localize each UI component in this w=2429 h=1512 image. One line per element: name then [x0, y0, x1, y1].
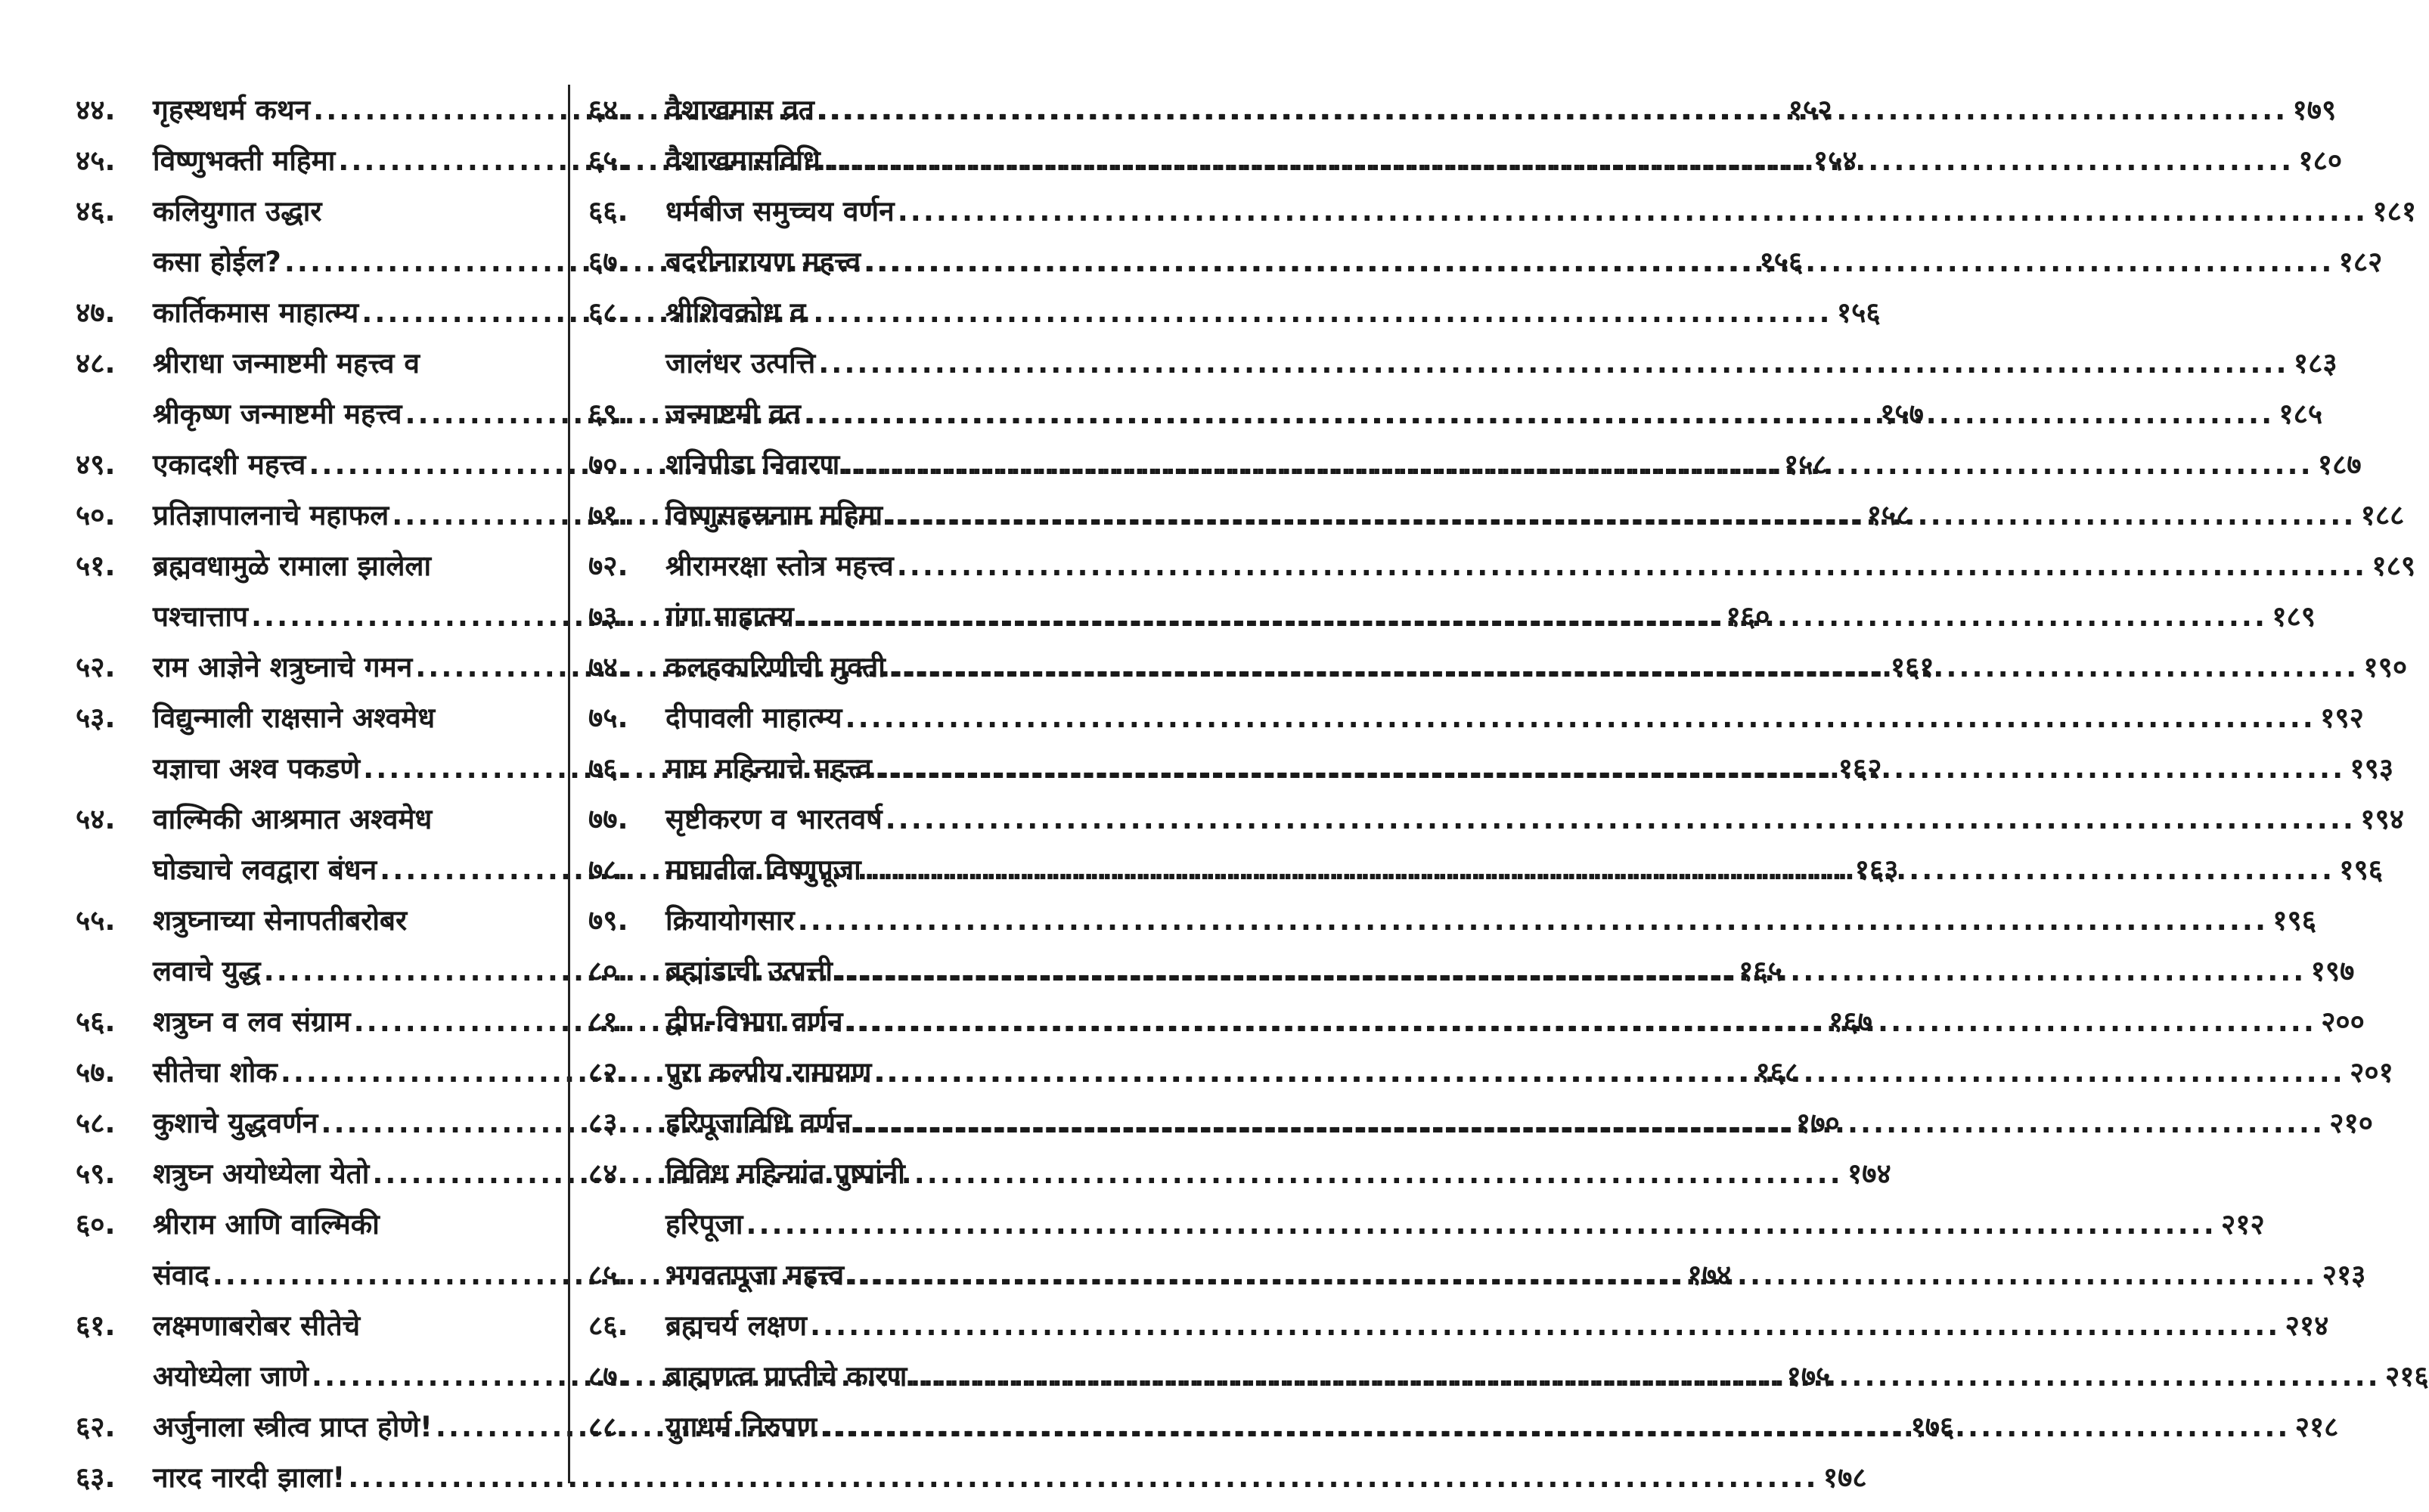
chapter-number: ५५. — [76, 904, 116, 937]
chapter-number: ५०. — [76, 499, 116, 531]
page-number: १७५ — [1786, 1360, 1831, 1393]
column-divider — [568, 85, 570, 1483]
page-number: २१८ — [2294, 1411, 2339, 1443]
page-number: १६१ — [1890, 651, 1934, 683]
chapter-number: ४७. — [76, 296, 116, 329]
chapter-title: माघ महिन्याचे महत्त्व — [665, 752, 872, 785]
chapter-title: वाल्मिकी आश्रमात अश्वमेध — [153, 803, 433, 835]
chapter-number: ६८. — [588, 296, 628, 329]
page-number: १५७ — [1880, 398, 1924, 430]
page-number: २१४ — [2285, 1309, 2329, 1342]
chapter-number: ७२. — [588, 550, 628, 582]
chapter-number: ६२. — [76, 1411, 116, 1443]
chapter-number: ५१. — [76, 550, 116, 582]
chapter-number: ६३. — [76, 1461, 116, 1494]
chapter-title: दीपावली माहात्म्य — [665, 702, 842, 734]
chapter-title: अयोध्येला जाणे — [153, 1360, 309, 1393]
page-number: १७० — [1796, 1107, 1840, 1139]
page-number: १८९ — [2372, 550, 2416, 582]
chapter-title: सीतेचा शोक — [153, 1056, 278, 1089]
chapter-number: ४८. — [76, 347, 116, 380]
chapter-number: ६१. — [76, 1309, 116, 1342]
dot-leader — [797, 591, 2267, 642]
chapter-number: ७६. — [588, 752, 628, 785]
toc-entry-line — [588, 895, 2317, 946]
page-number: १७८ — [1823, 1461, 1867, 1494]
toc-entry-line — [76, 338, 552, 389]
toc-entry-line — [588, 338, 2337, 389]
dot-leader — [361, 287, 1832, 338]
chapter-number: ४६. — [76, 195, 116, 228]
dot-leader — [842, 439, 2313, 490]
chapter-title: घोड्याचे लवद्वारा बंधन — [153, 854, 377, 886]
page-number: २१६ — [2384, 1360, 2429, 1393]
page-number: १९७ — [2310, 955, 2355, 987]
dot-leader — [845, 692, 2316, 743]
page-number: १८७ — [2317, 448, 2362, 481]
chapter-title: राम आज्ञेने शत्रुघ्नाचे गमन — [153, 651, 413, 683]
page-number: १९६ — [2339, 854, 2384, 886]
page-number: १८० — [2298, 144, 2343, 177]
chapter-number: ७१. — [588, 499, 628, 531]
page-number: १९२ — [2320, 702, 2364, 734]
chapter-title: संवाद — [153, 1259, 209, 1291]
page-number: १५४ — [1813, 144, 1857, 177]
page-number: १८१ — [2372, 195, 2417, 228]
chapter-title: ब्रह्मवधामुळे रामाला झालेला — [153, 550, 432, 582]
page-number: १६२ — [1838, 752, 1882, 785]
chapter-title: माघातील विष्णुपूजा — [665, 854, 861, 886]
chapter-number: ५२. — [76, 651, 116, 683]
page-number: १६७ — [1829, 1005, 1872, 1038]
chapter-number: ५६. — [76, 1005, 116, 1038]
chapter-number: ७०. — [588, 448, 628, 481]
page-number: १५८ — [1783, 448, 1828, 481]
chapter-title: पश्चात्ताप — [153, 600, 248, 633]
chapter-number: ६७. — [588, 246, 628, 278]
toc-entry-line — [76, 541, 552, 591]
chapter-title: शत्रुघ्नाच्या सेनापतीबरोबर — [153, 904, 408, 937]
chapter-title: विविध महिन्यांत पुष्पांनी — [665, 1157, 905, 1190]
chapter-title: शत्रुघ्न व लव संग्राम — [153, 1005, 351, 1038]
chapter-number: ८६. — [588, 1309, 628, 1342]
chapter-title: सृष्टीकरण व भारतवर्ष — [665, 803, 883, 835]
toc-entry-line — [588, 1148, 1061, 1199]
chapter-title: कलियुगात उद्धार — [153, 195, 322, 228]
chapter-number: ५७. — [76, 1056, 116, 1089]
page-number: १९३ — [2350, 752, 2394, 785]
page-number: १८८ — [2360, 499, 2405, 531]
chapter-title: श्रीशिवक्रोध व — [665, 296, 806, 329]
page-number: १८९ — [2272, 600, 2316, 633]
page-number: १९० — [2363, 651, 2408, 683]
chapter-title: एकादशी महत्त्व — [153, 448, 306, 481]
chapter-title: नारद नारदी झाला! — [153, 1461, 346, 1494]
page-number: १५६ — [1759, 246, 1804, 278]
chapter-title: कसा होईल? — [153, 246, 281, 278]
toc-entry-line — [76, 692, 552, 743]
chapter-title: कार्तिकमास माहात्म्य — [153, 296, 359, 329]
toc-entry-line — [588, 541, 2416, 591]
page-number: २०१ — [2350, 1056, 2393, 1089]
page-number: १६३ — [1854, 854, 1899, 886]
toc-entry-line — [76, 1452, 1867, 1503]
chapter-title: ब्रह्मांडाची उत्पत्ती — [665, 955, 833, 987]
chapter-title: पुरा कल्पीय रामायण — [665, 1056, 872, 1089]
chapter-number: ४४. — [76, 94, 116, 126]
chapter-title: गृहस्थधर्म कथन — [153, 94, 311, 126]
chapter-title: वैशाखमासविधि — [665, 144, 821, 177]
dot-leader — [886, 794, 2356, 844]
chapter-title: लक्ष्मणाबरोबर सीतेचे — [153, 1309, 361, 1342]
chapter-title: विद्युन्माली राक्षसाने अश्वमेध — [153, 702, 436, 734]
page-number: २०० — [2321, 1005, 2365, 1038]
toc-entry-line — [76, 794, 552, 844]
page-number: २१३ — [2322, 1259, 2366, 1291]
dot-leader — [874, 1047, 2344, 1098]
toc-entry-line — [76, 1199, 552, 1250]
chapter-title: ब्रह्मचर्य लक्षण — [665, 1309, 807, 1342]
chapter-title: ब्राह्मणत्व प्राप्तीचे कारण — [665, 1360, 907, 1393]
chapter-number: ५३. — [76, 702, 116, 734]
page-number: १७४ — [1687, 1259, 1732, 1291]
chapter-number: ४५. — [76, 144, 116, 177]
chapter-title: बदरीनारायण महत्त्व — [665, 246, 861, 278]
page-number: १५६ — [1836, 296, 1881, 329]
chapter-number: ५८. — [76, 1107, 116, 1139]
dot-leader — [847, 1250, 2317, 1300]
dot-leader — [897, 541, 2367, 591]
page-number: १६० — [1726, 600, 1770, 633]
dot-leader — [889, 642, 2359, 692]
dot-leader — [817, 85, 2288, 135]
chapter-title: शत्रुघ्न अयोध्येला येतो — [153, 1157, 370, 1190]
chapter-title: द्वीप-विभाग वर्णन — [665, 1005, 843, 1038]
toc-entry-line — [76, 1300, 552, 1351]
toc-entry — [588, 186, 2417, 237]
dot-leader — [746, 1199, 2216, 1250]
dot-leader — [864, 237, 2334, 287]
chapter-number: ७५. — [588, 702, 628, 734]
chapter-title: प्रतिज्ञापालनाचे महाफल — [153, 499, 389, 531]
chapter-number: ६४. — [588, 94, 628, 126]
chapter-title: कलहकारिणीची मुक्ती — [665, 651, 886, 683]
chapter-title: हरिपूजा — [665, 1208, 743, 1241]
chapter-title: लवाचे युद्ध — [153, 955, 261, 987]
chapter-title: जन्माष्टमी व्रत — [665, 398, 801, 430]
chapter-number: ८८. — [588, 1411, 628, 1443]
toc-entry — [588, 895, 2317, 946]
chapter-number: ८१. — [588, 1005, 628, 1038]
chapter-number: ८५. — [588, 1259, 628, 1291]
chapter-title: अर्जुनाला स्त्रीत्व प्राप्त होणे! — [153, 1411, 433, 1443]
chapter-title: गंगा माहात्म्य — [665, 600, 794, 633]
chapter-number: ६९. — [588, 398, 628, 430]
dot-leader — [818, 338, 2288, 389]
page-number: १८२ — [2338, 246, 2383, 278]
toc-entry — [588, 692, 2364, 743]
chapter-title: जालंधर उत्पत्ति — [665, 347, 816, 380]
chapter-title: हरिपूजाविधि वर्णन — [665, 1107, 852, 1139]
dot-leader — [910, 1351, 2380, 1402]
chapter-number: ६०. — [76, 1208, 116, 1241]
chapter-number: ५४. — [76, 803, 116, 835]
toc-entry-line — [76, 186, 552, 237]
chapter-title: श्रीकृष्ण जन्माष्टमी महत्त्व — [153, 398, 402, 430]
page-number: १६८ — [1755, 1056, 1800, 1089]
chapter-title: युगधर्म निरुपण — [665, 1411, 817, 1443]
dot-leader — [846, 996, 2316, 1047]
chapter-number: ८७. — [588, 1360, 628, 1393]
toc-entry — [588, 1300, 2329, 1351]
toc-entry-line — [588, 794, 2404, 844]
dot-leader — [798, 895, 2268, 946]
chapter-title: शनिपीडा निवारण — [665, 448, 840, 481]
chapter-title: श्रीराधा जन्माष्टमी महत्त्व व — [153, 347, 420, 380]
page-number: १७६ — [1910, 1411, 1955, 1443]
chapter-number: ८२. — [588, 1056, 628, 1089]
toc-entry-line — [588, 1199, 2265, 1250]
dot-leader — [804, 389, 2274, 439]
toc-entry-line — [588, 692, 2364, 743]
page-number: १९४ — [2360, 803, 2404, 835]
toc-entry-line — [588, 1300, 2329, 1351]
dot-leader — [898, 186, 2368, 237]
chapter-number: ७८. — [588, 854, 628, 886]
toc-entry-line — [76, 895, 552, 946]
chapter-number: ४९. — [76, 448, 116, 481]
toc-entry-line — [588, 287, 1061, 338]
chapter-number: ६६. — [588, 195, 628, 228]
chapter-number: ७३. — [588, 600, 628, 633]
chapter-number: ८४. — [588, 1157, 628, 1190]
dot-leader — [886, 490, 2356, 541]
toc-entry-line — [588, 186, 2417, 237]
dot-leader — [810, 1300, 2280, 1351]
dot-leader — [836, 946, 2306, 996]
chapter-title: क्रियायोगसार — [665, 904, 795, 937]
chapter-number: ७९. — [588, 904, 628, 937]
dot-leader — [855, 1098, 2325, 1148]
chapter-title: वैशाखमास व्रत — [665, 94, 814, 126]
chapter-title: विष्णुभक्ती महिमा — [153, 144, 336, 177]
dot-leader — [820, 1402, 2290, 1452]
chapter-title: भगवतपूजा महत्त्व — [665, 1259, 845, 1291]
page-number: १६५ — [1739, 955, 1782, 987]
chapter-number: ८३. — [588, 1107, 628, 1139]
page-number: १८३ — [2293, 347, 2337, 380]
dot-leader — [864, 844, 2334, 895]
page-number: १७४ — [1847, 1157, 1891, 1190]
chapter-number: ७७. — [588, 803, 628, 835]
dot-leader — [824, 135, 2294, 186]
chapter-title: कुशाचे युद्धवर्णन — [153, 1107, 318, 1139]
page-number: १९६ — [2272, 904, 2317, 937]
page-number: १७९ — [2292, 94, 2337, 126]
dot-leader — [875, 743, 2345, 794]
page-number: १५८ — [1866, 499, 1911, 531]
page-number: २१० — [2329, 1107, 2374, 1139]
chapter-title: विष्णुसहस्रनाम महिमा — [665, 499, 883, 531]
toc-entry — [76, 1452, 1867, 1503]
chapter-title: यज्ञाचा अश्व पकडणे — [153, 752, 361, 785]
chapter-title: धर्मबीज समुच्चय वर्णन — [665, 195, 895, 228]
page-number: १५२ — [1788, 94, 1832, 126]
chapter-number: ६५. — [588, 144, 628, 177]
chapter-number: ५९. — [76, 1157, 116, 1190]
toc-entry — [588, 794, 2404, 844]
chapter-number: ७४. — [588, 651, 628, 683]
page-number: १८५ — [2279, 398, 2323, 430]
toc-entry — [588, 541, 2416, 591]
chapter-title: श्रीराम आणि वाल्मिकी — [153, 1208, 380, 1241]
chapter-number: ८०. — [588, 955, 628, 987]
chapter-title: श्रीरामरक्षा स्तोत्र महत्त्व — [665, 550, 894, 582]
page-number: २१२ — [2221, 1208, 2265, 1241]
